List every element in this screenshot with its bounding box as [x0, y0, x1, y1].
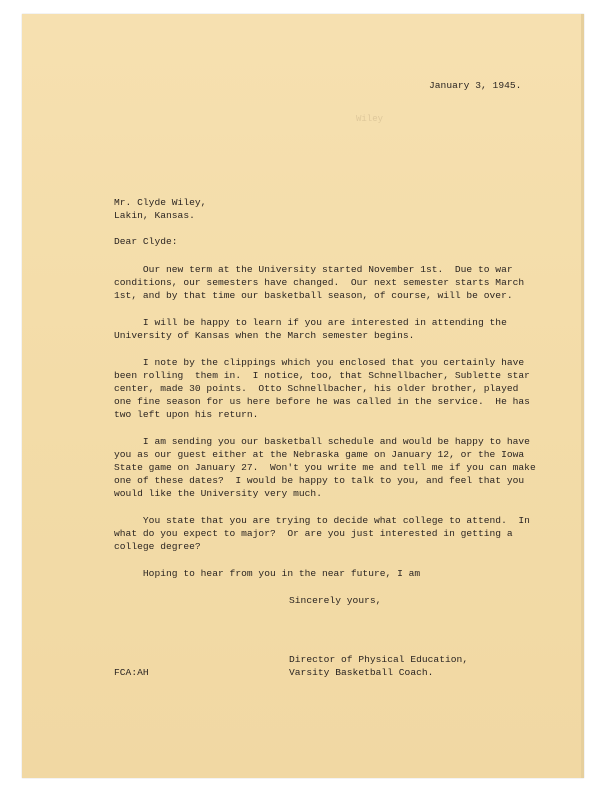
paragraph-line: State game on January 27. Won't you write me and tell me if you can make — [114, 462, 536, 473]
page-edge — [581, 14, 584, 778]
paragraph-line: one of these dates? I would be happy to talk to you, and feel that you — [114, 475, 525, 486]
paragraph-line: I am sending you our basketball schedule and would be happy to have — [114, 436, 530, 447]
typist-initials: FCA:AH — [114, 667, 149, 678]
paragraph-line: would like the University very much. — [114, 488, 322, 499]
paragraph-line: you as our guest either at the Nebraska game on January 12, or the Iowa — [114, 449, 525, 460]
paragraph-line: been rolling them in. I notice, too, that Schnellbacher, Sublette star — [114, 370, 530, 381]
bleed-through-mark: Wiley — [356, 114, 384, 124]
closing: Sincerely yours, — [289, 595, 382, 606]
paragraph-line: Our new term at the University started November 1st. Due to war — [114, 264, 513, 275]
paragraph-line: I note by the clippings which you enclosed that you certainly have — [114, 357, 525, 368]
paragraph-line: one fine season for us here before he was called in the service. He has — [114, 396, 530, 407]
recipient-address: Lakin, Kansas. — [114, 210, 195, 221]
paragraph-line: You state that you are trying to decide what college to attend. In — [114, 515, 530, 526]
paragraph-line: conditions, our semesters have changed. Our next semester starts March — [114, 277, 525, 288]
paragraph-line: Hoping to hear from you in the near future, I am — [114, 568, 421, 579]
paragraph-line: University of Kansas when the March semester begins. — [114, 330, 415, 341]
paragraph-line: what do you expect to major? Or are you just interested in getting a — [114, 528, 513, 539]
signature-title-1: Director of Physical Education, — [289, 654, 469, 665]
signature-title-2: Varsity Basketball Coach. — [289, 667, 434, 678]
paragraph-line: I will be happy to learn if you are interested in attending the — [114, 317, 507, 328]
recipient-name: Mr. Clyde Wiley, — [114, 197, 207, 208]
paragraph-line: two left upon his return. — [114, 409, 259, 420]
salutation: Dear Clyde: — [114, 236, 178, 247]
letter-date: January 3, 1945. — [429, 80, 522, 91]
paragraph-line: 1st, and by that time our basketball season, of course, will be over. — [114, 290, 513, 301]
letter-page — [22, 14, 584, 778]
paragraph-line: center, made 30 points. Otto Schnellbacher, his older brother, played — [114, 383, 519, 394]
paragraph-line: college degree? — [114, 541, 201, 552]
